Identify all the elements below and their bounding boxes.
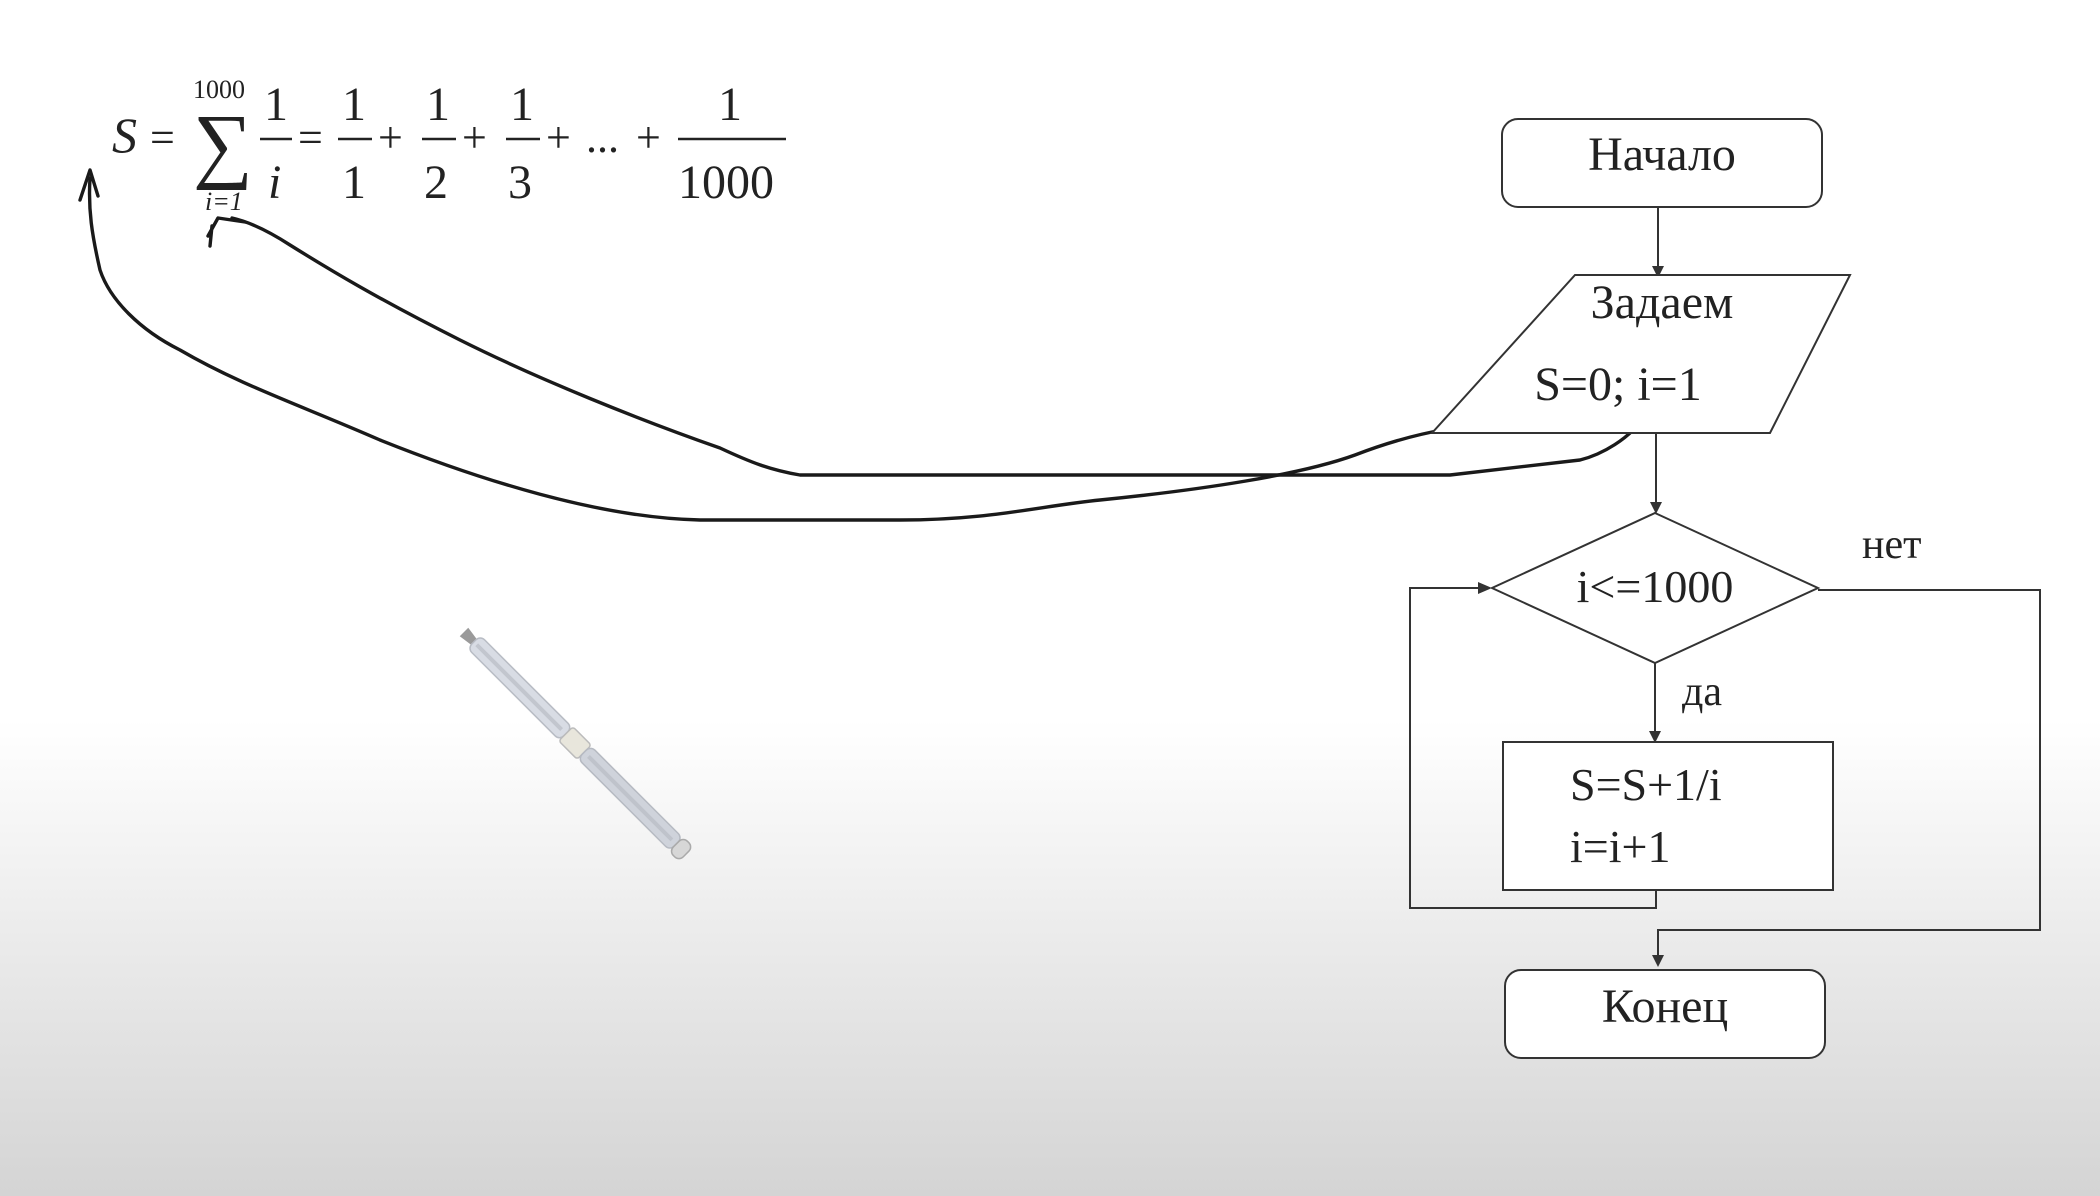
term-last-den: 1000 [678, 156, 774, 209]
term-1-den: 1 [342, 156, 366, 209]
plus-sign: + [378, 113, 403, 162]
input-label: Задаем [1590, 276, 1734, 329]
sum-upper-limit: 1000 [193, 75, 245, 104]
arrowhead [1652, 955, 1664, 967]
plus-sign: + [546, 113, 571, 162]
formula-equals: = [150, 113, 175, 162]
term-denominator: i [268, 156, 282, 209]
process-line-2: i=i+1 [1570, 821, 1671, 872]
no-branch-label: нет [1862, 522, 1922, 568]
arrowhead [1478, 582, 1492, 594]
ellipsis: ... [586, 113, 619, 162]
ink-arrow-to-S [89, 178, 1530, 520]
term-2-den: 2 [424, 156, 448, 209]
plus-sign: + [636, 113, 661, 162]
input-values: S=0; i=1 [1534, 358, 1702, 411]
term-1-num: 1 [342, 78, 366, 131]
yes-branch-label: да [1682, 669, 1723, 715]
term-last-num: 1 [718, 78, 742, 131]
condition-label: i<=1000 [1576, 561, 1734, 612]
formula-lhs: S [112, 107, 137, 163]
process-line-1: S=S+1/i [1570, 759, 1722, 810]
pen-cursor-icon [457, 625, 693, 861]
end-label: Конец [1601, 980, 1729, 1033]
term-numerator: 1 [264, 78, 288, 131]
start-label: Начало [1588, 128, 1736, 181]
sum-lower-limit: i=1 [205, 187, 243, 216]
term-3-num: 1 [510, 78, 534, 131]
term-3-den: 3 [508, 156, 532, 209]
sum-formula [112, 75, 786, 216]
plus-sign: + [462, 113, 487, 162]
sum-symbol: ∑ [193, 98, 253, 191]
flowchart [1410, 119, 2040, 1058]
ink-arrowhead-i [208, 218, 245, 246]
term-2-num: 1 [426, 78, 450, 131]
hand-drawn-arrows [80, 170, 1648, 520]
formula-equals-2: = [298, 113, 323, 162]
arrowhead [1650, 502, 1662, 514]
ink-arrow-to-i [232, 218, 1648, 475]
